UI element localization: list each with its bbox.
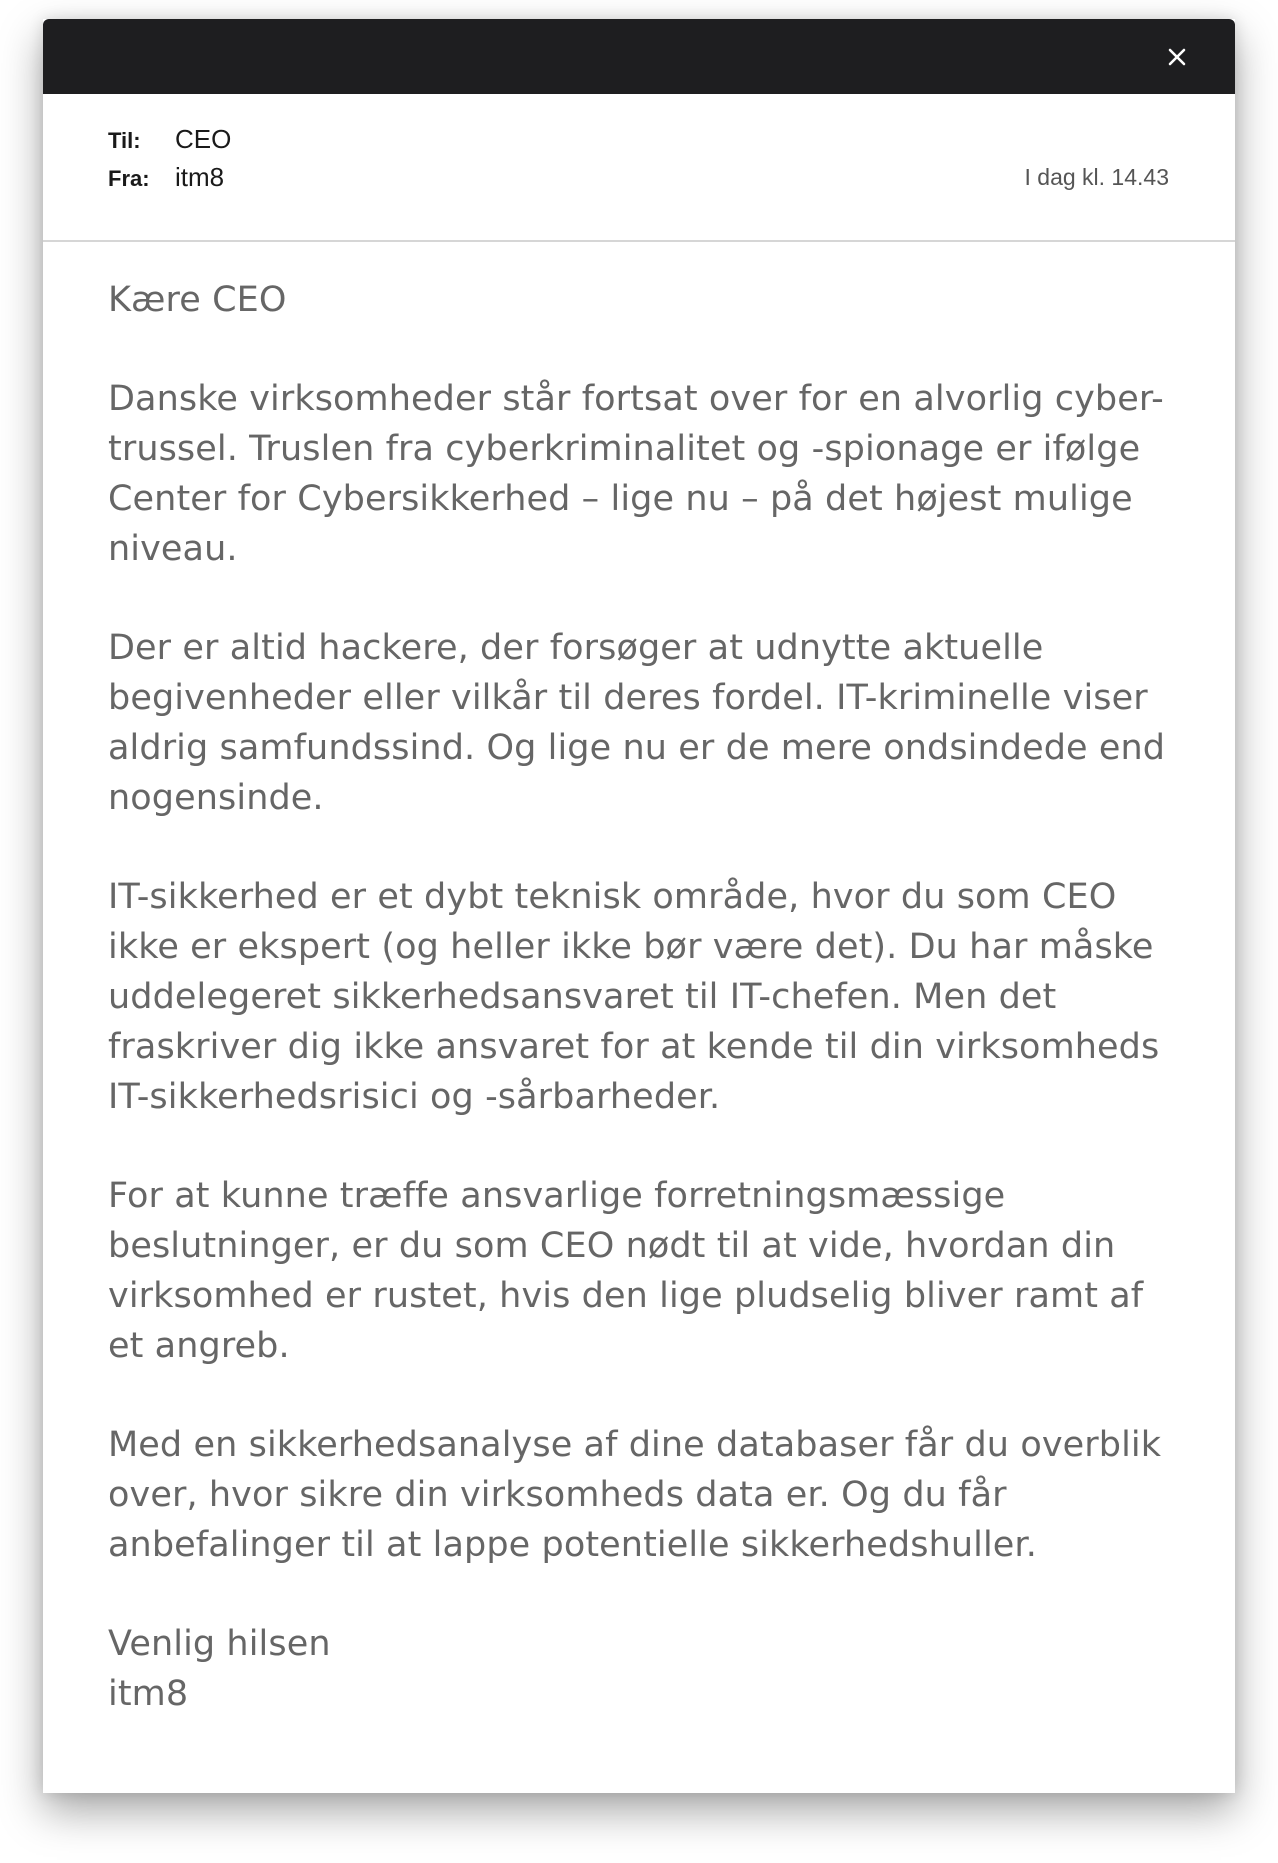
greeting: Kære CEO <box>108 280 287 320</box>
timestamp: I dag kl. 14.43 <box>1024 164 1169 190</box>
body-paragraph-4: For at kunne træffe ansvarlige forretningsmæssige beslutninger, er du som CEO nødt til at vide, hvordan din virksomhed er rustet, hvis den lige pludselig bliver ramt af et angreb. <box>108 1176 1144 1366</box>
title-bar <box>43 19 1235 94</box>
body-paragraph-1: Danske virksomheder står fortsat over for en alvorlig cyber-trussel. Truslen fra cyberkriminalitet og -spionage er ifølge Center for Cybersikkerhed – lige nu – på det højest mulige niveau. <box>108 379 1164 569</box>
body-paragraph-3: IT-sikkerhed er et dybt teknisk område, hvor du som CEO ikke er ekspert (og heller ikke bør være det). Du har måske uddelegeret sikkerhedsansvaret til IT-chefen. Men det fraskriver dig ikke ansvaret for at kende til din virksomheds IT-sikkerhedsrisici og -sårbarheder. <box>108 877 1160 1117</box>
email-body <box>108 275 1168 1719</box>
sender-row <box>108 162 224 193</box>
body-paragraph-2: Der er altid hackere, der forsøger at udnytte aktuelle begivenheder eller vilkår til deres fordel. IT-kriminelle viser aldrig samfundssind. Og lige nu er de mere ondsindede end nogensinde. <box>108 628 1166 818</box>
email-window <box>43 19 1235 1793</box>
email-header <box>43 94 1235 242</box>
from-value: itm8 <box>175 162 225 192</box>
body-paragraph-5: Med en sikkerhedsanalyse af dine databaser får du overblik over, hvor sikre din virksomheds data er. Og du får anbefalinger til at lappe potentielle sikkerhedshuller. <box>108 1425 1162 1565</box>
to-label: Til: <box>108 128 141 153</box>
close-button[interactable] <box>1157 37 1197 77</box>
recipient-row <box>108 124 231 155</box>
from-label: Fra: <box>108 166 150 191</box>
signature: itm8 <box>108 1674 189 1714</box>
close-icon <box>1167 47 1187 67</box>
to-value: CEO <box>175 124 232 154</box>
closing: Venlig hilsen <box>108 1624 331 1664</box>
